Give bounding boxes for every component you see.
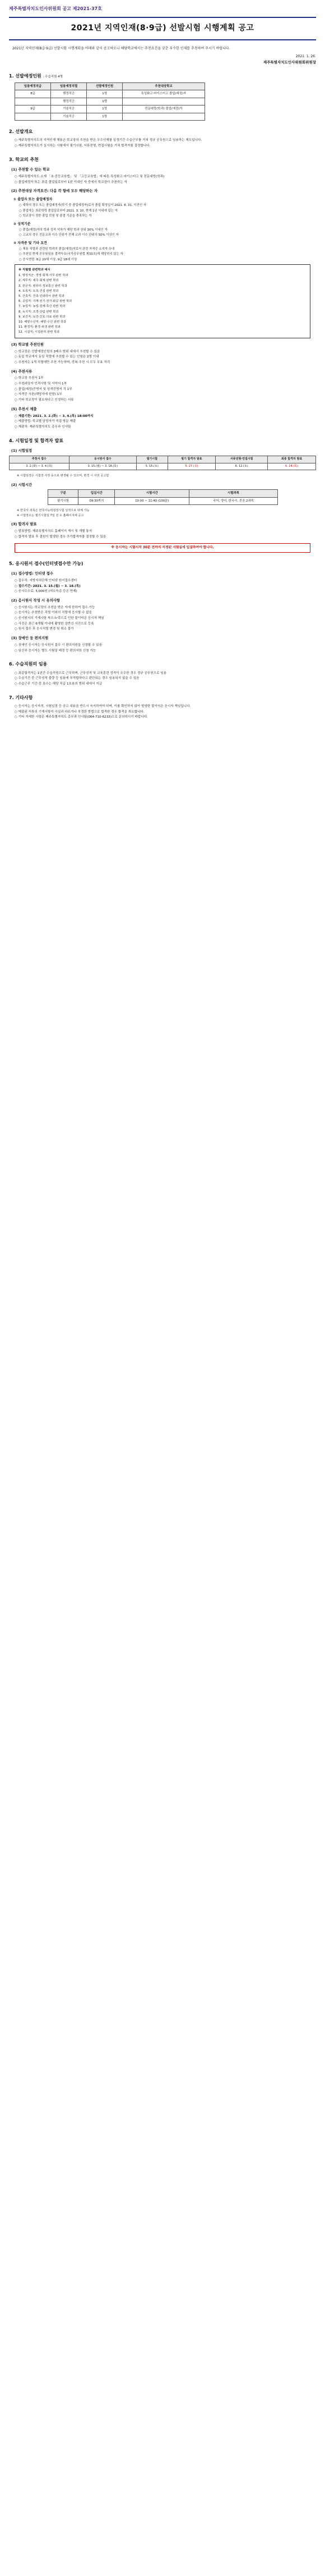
table-cell: 전문대학(학과) 졸업(예정)자 [123, 105, 205, 113]
list-item: ○ 추천대상자 인적사항 및 서약서 1부 [15, 382, 67, 386]
list-item: ○ 졸업예정자 또는 최종 졸업일로부터 1년 이내인 자 중에서 학교장이 추천하는 자 [15, 180, 127, 184]
table-row [15, 113, 205, 120]
list-item: ○ 제주특별자치도 소재 「초·중등교육법」 및 「고등교육법」에 따른 특성화고·마이스터고 및 전문대학(학과) [15, 175, 165, 178]
table-cell: 국어, 영어, 한국사, 전공 2과목 [189, 497, 277, 504]
list-item: ○ 제주특별자치도가 실시하는 시험에서 필기시험, 서류전형, 면접시험을 거쳐 합격자를 결정합니다. [15, 144, 151, 148]
schedule-note: ※ 시험일정은 시험장 사정 등으로 변경될 수 있으며, 변경 시 사전 공고함 [17, 474, 109, 478]
notice-number: 제주특별자치도인사위원회 공고 제2021-37호 [9, 6, 102, 11]
list-item: 5. 건축직: 건축·인테리어 관련 학과 [18, 295, 64, 299]
list-item: 2. 세무직: 세무·회계 관련 학과 [18, 279, 59, 283]
section-5-heading: 5. 응시원서 접수(인터넷접수만 가능) [9, 561, 83, 566]
sub-subsection-heading: ① 졸업자 또는 졸업예정자 [13, 198, 53, 202]
table-cell [15, 113, 51, 120]
list-item: ○ 추천자는 1개 직렬에만 추천 가능하며, 중복 추천 시 모두 무효 처리 [15, 360, 110, 364]
table-cell: 10:00 ~ 11:40 (100분) [115, 497, 189, 504]
subsection-heading: (3) 장애인 등 편의지원 [11, 636, 49, 641]
table-cell: 3. 2.(화) ~ 3. 4.(목) [10, 463, 69, 470]
exam-note: ※ 시험장소는 필기시험일 7일 전 도 홈페이지에 공고 [17, 514, 84, 518]
table-row [48, 497, 277, 504]
arrival-notice: ※ 응시자는 시험시작 30분 전까지 지정된 시험실에 입실하여야 합니다. [15, 543, 310, 553]
list-item: ○ 응시수수료: 5,000원 (저소득층 등은 면제) [15, 590, 77, 594]
list-item: ○ 학교장은 선발예정인원의 3배수 범위 내에서 추천할 수 있음 [15, 350, 100, 353]
table-cell: 3. 15.(월) ~ 3. 18.(목) [69, 463, 136, 470]
list-item: 12. 시설직: 시설관리 관련 학과 [18, 330, 60, 334]
list-item: ○ 접수기간: 2021. 3. 15.(월) ~ 3. 18.(목) [15, 584, 81, 588]
table-header: 필기시험 [137, 456, 168, 463]
table-cell: 6. 12.(토) [216, 463, 268, 470]
table-header: 최종 합격자 발표 [268, 456, 316, 463]
subsection-heading: (1) 시험일정 [11, 448, 32, 453]
table-row [15, 90, 205, 98]
section-4-heading: 4. 시험일정 및 합격자 발표 [9, 438, 64, 443]
table-cell: 기술직군 [51, 113, 87, 120]
section-3-heading: 3. 학교의 추천 [9, 157, 39, 162]
section-1-heading [9, 73, 316, 80]
list-item: 9. 보건직: 보건·간호·의료 관련 학과 [18, 315, 66, 319]
table-cell [15, 98, 51, 105]
list-item: ○ 임신부 응시자는 별도 시험실 배정 등 편의지원 신청 가능 [15, 649, 96, 653]
list-item: ○ 발표방법: 제주특별자치도 홈페이지 게시 및 개별 통지 [15, 530, 92, 534]
list-item: ○ 사진은 최근 6개월 이내에 촬영한 상반신 사진으로 등록 [15, 622, 94, 626]
list-item: ○ 장애인 응시자는 응시원서 접수 시 편의지원을 신청할 수 있음 [15, 643, 102, 647]
subsection-heading: (2) 추천대상 자격요건: 다음 각 항에 모두 해당하는 자 [11, 189, 98, 194]
list-item: ○ 졸업자는 최종학력 졸업일로부터 2021. 3. 10. 현재 1년 이내에 있는 자 [19, 209, 118, 213]
list-item: ○ 접수처: 지방자치단체 인터넷 원서접수센터 [15, 578, 77, 582]
announcement-date: 2021. 1. 26. [295, 54, 316, 59]
table-header: 시험시간 [115, 490, 189, 497]
table-cell: 6. 24.(목) [268, 463, 316, 470]
page-title: 2021년 지역인재(8·9급) 선발시험 시행계획 공고 [71, 24, 254, 33]
table-cell: 필기시험 [48, 497, 78, 504]
announcement-page [0, 0, 325, 732]
list-item: ○ 원서 접수 후 응시직렬 변경 및 취소 불가 [15, 627, 74, 631]
list-item: ○ 수습근무 기간 중 보수는 해당 직급 1호봉의 범위 내에서 지급 [15, 682, 102, 686]
table-header: 추천대상학교 [123, 83, 205, 90]
table-cell: 8급 [15, 90, 51, 98]
table-cell: 9급 [15, 105, 51, 113]
section-7-heading: 7. 기타사항 [9, 695, 33, 700]
list-item: 6. 공업직: 기계·전기·전자·화공 관련 학과 [18, 300, 72, 304]
list-item: 8. 녹지직: 조경·산림 관련 학과 [18, 310, 59, 314]
subsection-heading: (2) 시험시간 [11, 482, 32, 487]
list-item: ○ 응시자는 응시자격, 시험일정 등 공고 내용을 반드시 숙지하여야 하며, 이를 확인하지 않아 발생한 불이익은 응시자 책임입니다. [15, 705, 191, 709]
section-1-title: 1. 선발예정인원 [9, 73, 41, 79]
list-item: ○ 학교장이 정한 졸업 학점 및 출결 기준을 충족하는 자 [19, 214, 92, 218]
list-item: 7. 농업직: 농업·원예·축산 관련 학과 [18, 305, 66, 309]
subsection-heading: (1) 접수방법: 인터넷 접수 [11, 571, 54, 576]
table-header: 선발예정인원 [87, 83, 123, 90]
list-item: ○ 졸업(예정)자의 학과 성적 석차가 해당 학과 상위 30% 이내인 자 [19, 228, 108, 232]
list-item: 10. 해양수산직: 해양·수산 관련 학과 [18, 320, 67, 324]
list-item: ○ 응시자는 추천받은 직렬 이외의 직렬에 응시할 수 없음 [15, 611, 92, 615]
table-header: 구분 [48, 490, 78, 497]
list-item: ○ 대학의 경우 또는 졸업예정자(학기 중 졸업예정자)로서 졸업 확정일이 2021. 8. 31. 이전인 자 [19, 204, 146, 208]
table-header: 서류전형·면접시험 [216, 456, 268, 463]
table-header: 시험과목 [189, 490, 277, 497]
table-cell [123, 113, 205, 120]
table-cell [123, 98, 205, 105]
list-item: ○ 제출방법: 학교별 담당자가 직접 방문 제출 [15, 420, 76, 424]
related-majors-box [15, 264, 310, 338]
list-item: 1. 행정직군: 경영·회계·사무 관련 학과 [18, 274, 68, 278]
selection-table [15, 82, 205, 121]
section-6-heading: 6. 수습직원의 임용 [9, 662, 48, 667]
issuing-organization: 제주특별자치도인사위원회위원장 [263, 59, 316, 65]
title-box [9, 17, 316, 40]
list-item: ○ 기타 자세한 사항은 제주특별자치도 총무과 인사팀(064-710-6233)으로 문의하시기 바랍니다. [15, 715, 148, 719]
table-cell: 기술직군 [51, 105, 87, 113]
selection-table-header-row [15, 83, 205, 90]
list-item: ○ 제주특별자치도의 지역인재 채용은 학교장의 추천을 받은 우수인재를 일정기간 수습근무를 거쳐 정규 공무원으로 임용하는 제도입니다. [15, 139, 202, 143]
exam-time-table [48, 489, 278, 505]
subsection-heading: (4) 추천서류 [11, 369, 32, 374]
subsection-heading: (1) 추천할 수 있는 학교 [11, 167, 50, 172]
table-cell: 행정직군 [51, 90, 87, 98]
table-cell: 1명 [87, 98, 123, 105]
table-cell: 5. 15.(토) [137, 463, 168, 470]
subsection-heading: (3) 합격자 발표 [11, 522, 37, 527]
table-cell: 09:30까지 [78, 497, 115, 504]
sub-subsection-heading: ③ 자격증 및 기타 요건 [13, 241, 47, 245]
subsection-heading: (2) 응시원서 작성 시 유의사항 [11, 598, 61, 603]
table-header: 입실시간 [78, 490, 115, 497]
list-item: ○ 합격자 발표 후 결원이 발생한 경우 추가합격자를 결정할 수 있음 [15, 535, 106, 539]
list-item: 4. 토목직: 토목·건설 관련 학과 [18, 289, 59, 293]
table-cell: 1명 [87, 105, 123, 113]
table-header: 임용예정직급 [15, 83, 51, 90]
list-item: ○ 수습기간 중 근무성적 불량 등 임용에 부적합하다고 판단되는 경우 임용되지 않을 수 있음 [15, 677, 140, 681]
table-header: 응시원서 접수 [69, 456, 136, 463]
list-item: ○ 자격증 사본(해당자에 한함) 1부 [15, 393, 62, 397]
table-row [10, 463, 316, 470]
list-item: ○ 기타 학교장이 필요하다고 인정하는 서류 [15, 398, 74, 402]
table-header: 필기 합격자 발표 [168, 456, 216, 463]
section-2-heading: 2. 선발개요 [9, 128, 33, 134]
table-cell: 1명 [87, 90, 123, 98]
exam-note: ※ 한국사 과목은 한국사능력검정시험 성적으로 대체 가능 [17, 509, 90, 513]
sub-subsection-heading: ② 성적기준 [13, 222, 31, 226]
table-cell: 1명 [87, 113, 123, 120]
list-item: ○ 최종합격자는 1년간 수습직원으로 근무하며, 근무성적 및 교육훈련 성적이 우수한 경우 정규 공무원으로 임용 [15, 671, 167, 675]
list-item: ○ 응시연령: 8급 20세 이상, 9급 18세 이상 [19, 258, 77, 261]
list-item: ○ 응시원서는 학교장의 추천을 받은 자에 한하여 접수 가능 [15, 605, 95, 609]
list-item: ○ 채용 직렬과 관련된 학과의 졸업(예정)자로서 관련 자격증 소지자 우대 [19, 247, 115, 251]
table-header: 추천서 접수 [10, 456, 69, 463]
table-row [15, 105, 205, 113]
list-item: ○ 학교장 추천서 1부 [15, 376, 44, 380]
table-cell: 5. 27.(목) [168, 463, 216, 470]
list-item: ○ 추천일 현재 공무원임용 결격사유(국가공무원법 제33조)에 해당하지 않는 자 [19, 252, 123, 256]
list-item: ○ 제출기한: 2021. 3. 2.(화) ~ 3. 4.(목) 18:00까지 [15, 414, 94, 418]
callout-heading: ※ 직렬별 관련학과 예시 [18, 268, 50, 272]
table-cell: 행정직군 [51, 98, 87, 105]
time-header-row [48, 490, 277, 497]
schedule-table [9, 456, 316, 471]
list-item: ○ 동일 학교에서 동일 직렬에 추천할 수 있는 인원은 2명 이내 [15, 355, 99, 359]
table-cell: 특성화고·마이스터고 졸업(예정)자 [123, 90, 205, 98]
subsection-heading: (3) 학교별 추천인원 [11, 342, 44, 347]
list-item: ○ 응시원서의 기재사항 착오·누락으로 인한 불이익은 응시자 책임 [15, 617, 104, 621]
section-1-note: : 수습직원 4명 [43, 75, 63, 79]
list-item: ○ 고교의 경우 전문교과 이수 단위가 전체 교과 이수 단위의 50% 이상인 자 [19, 233, 119, 237]
table-header: 임용예정직렬 [51, 83, 87, 90]
list-item: ○ 제출처: 제주특별자치도 총무과 인사팀 [15, 425, 71, 429]
list-item: 11. 환경직: 환경·위생 관련 학과 [18, 325, 61, 329]
table-row [15, 98, 205, 105]
list-item: 3. 전산직: 컴퓨터·정보통신 관련 학과 [18, 284, 67, 288]
subsection-heading: (5) 추천서 제출 [11, 406, 37, 411]
list-item: ○ 졸업(예정)증명서 및 성적증명서 각 1부 [15, 387, 72, 391]
schedule-header-row [10, 456, 316, 463]
intro-text: 2021년 지역인재(8급·9급) 선발시험 시행계획을 아래와 같이 공고하오니 해당학교에서는 추천요건을 갖춘 우수한 인재를 추천하여 주시기 바랍니다. [12, 47, 230, 51]
list-item: ○ 제출된 서류의 기재사항이 사실과 다르거나 부정한 방법으로 합격한 경우 합격을 취소합니다. [15, 710, 145, 714]
